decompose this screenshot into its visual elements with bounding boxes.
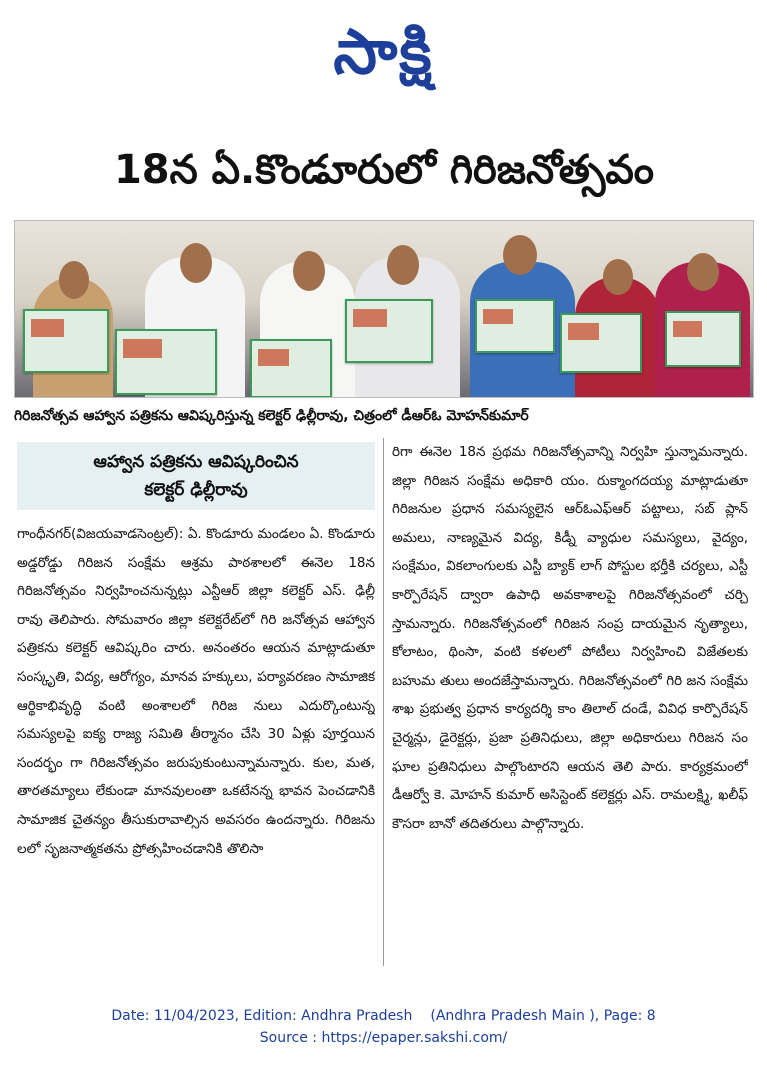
article-headline: 18న ఏ.కొండూరులో గిరిజనోత్సవం: [113, 147, 655, 193]
footer-source: Source : https://epaper.sakshi.com/: [259, 1030, 508, 1046]
article-subheading: [17, 442, 375, 510]
article-body-right-column: రిగా ఈనెల 18న ప్రథమ గిరిజనోత్సవాన్ని నిర్వహి స్తున్నామన్నారు. జిల్లా గిరిజన సంక్షేమ అధికారి యం. రుక్మాంగదయ్య మాట్లాడుతూ గిరిజనుల ప్రధాన సమస్యలైన ఆర్ఓఎఫ్ఆర్ పట్టాలు, సబ్ ప్లాన్ అమలు, నాణ్యమైన విద్య, కిడ్నీ వ్యాధుల సమస్యలు, వైద్యం, సంక్షేమం, వికలాంగులకు ఎస్టీ బ్యాక్ లాగ్ పోస్టుల భర్తీకి చర్యలు, ఎస్టీ కార్పొరేషన్ ద్వారా ఉపాధి అవకాశాలపై గిరిజనోత్సవంలో చర్చి స్తామన్నారు. గిరిజనోత్సవంలో గిరిజన సంప్ర దాయమైన నృత్యాలు, కోలాటం, థింసా, వంటి కళలలో పోటీలు నిర్వహించి విజేతలకు బహుమ తులు అందజేస్తామన్నారు. గిరిజనోత్సవంలో గిరి జన సంక్షేమ శాఖ ప్రభుత్వ ప్రధాన కార్యదర్శి కాం తిలాల్ దండే, వివిధ కార్పొరేషన్ చైర్మన్లు, డైరెక్టర్లు, ప్రజా ప్రతినిధులు, జిల్లా అధికారులు గిరిజన సం ఘాల ప్రతినిధులు పాల్గొంటారని ఆయన తెలి పారు. కార్యక్రమంలో డీఆర్వో కె. మోహన్ కుమార్ అసిస్టెంట్ కలెక్టర్లు ఎస్. రామలక్ష్మి, ఖలీఫ్ కౌసరా బానో తదితరులు పాల్గొన్నారు.: [392, 444, 748, 832]
column-divider: [383, 438, 384, 966]
page-footer: [0, 1005, 767, 1049]
footer-edition-line: [0, 1005, 767, 1027]
photo-caption: గిరిజనోత్సవ ఆహ్వాన పత్రికను ఆవిష్కరిస్తున్న కలెక్టర్ ఢిల్లీరావు, చిత్రంలో డీఆర్ఓ మోహన్‌కుమార్: [14, 408, 529, 424]
footer-edition-page: (Andhra Pradesh Main ), Page: 8: [430, 1008, 656, 1024]
subheading-line-2: కలెక్టర్ ఢిల్లీరావు: [144, 480, 248, 500]
article-photo: [14, 220, 754, 398]
newspaper-logo: సాక్షి: [333, 15, 434, 88]
article-body-left-column: గాంధీనగర్(విజయవాడసెంట్రల్): ఏ. కొండూరు మండలం ఏ. కొండూరు అడ్డరోడ్డు గిరిజన సంక్షేమ ఆశ్రమ పాఠశాలలో ఈనెల 18న గిరిజనోత్సవం నిర్వహించనున్నట్లు ఎన్టీఆర్ జిల్లా కలెక్టర్ ఎస్. ఢిల్లీ రావు తెలిపారు. సోమవారం జిల్లా కలెక్టరేట్‌లో గిరి జనోత్సవ ఆహ్వాన పత్రికను కలెక్టర్ ఆవిష్కరిం చారు. అనంతరం ఆయన మాట్లాడుతూ సంస్కృతి, విద్య, ఆరోగ్యం, మానవ హక్కులు, పర్యావరణం సామాజిక ఆర్థికాభివృద్ధి వంటి అంశాలలో గిరిజ నులు ఎదుర్కొంటున్న సమస్యలపై ఐక్య రాజ్య సమితి తీర్మానం చేసి 30 ఏళ్లు పూర్తయిన సందర్భం గా గిరిజనోత్సవం జరుపుకుంటున్నామన్నారు. కుల, మత, తారతమ్యాలు లేకుండా మానవులంతా ఒకటేనన్న భావన పెంచడానికి సామాజిక చైతన్యం తీసుకురావాల్సిన అవసరం ఉందన్నారు. గిరిజను లలో సృజనాత్మకతను ప్రోత్సహించడానికి తొలిసా: [17, 526, 375, 857]
masthead: [0, 12, 767, 92]
footer-date: Date: 11/04/2023, Edition: Andhra Pradesh: [111, 1008, 413, 1024]
subheading-line-1: ఆహ్వాన పత్రికను ఆవిష్కరించిన: [93, 452, 299, 472]
